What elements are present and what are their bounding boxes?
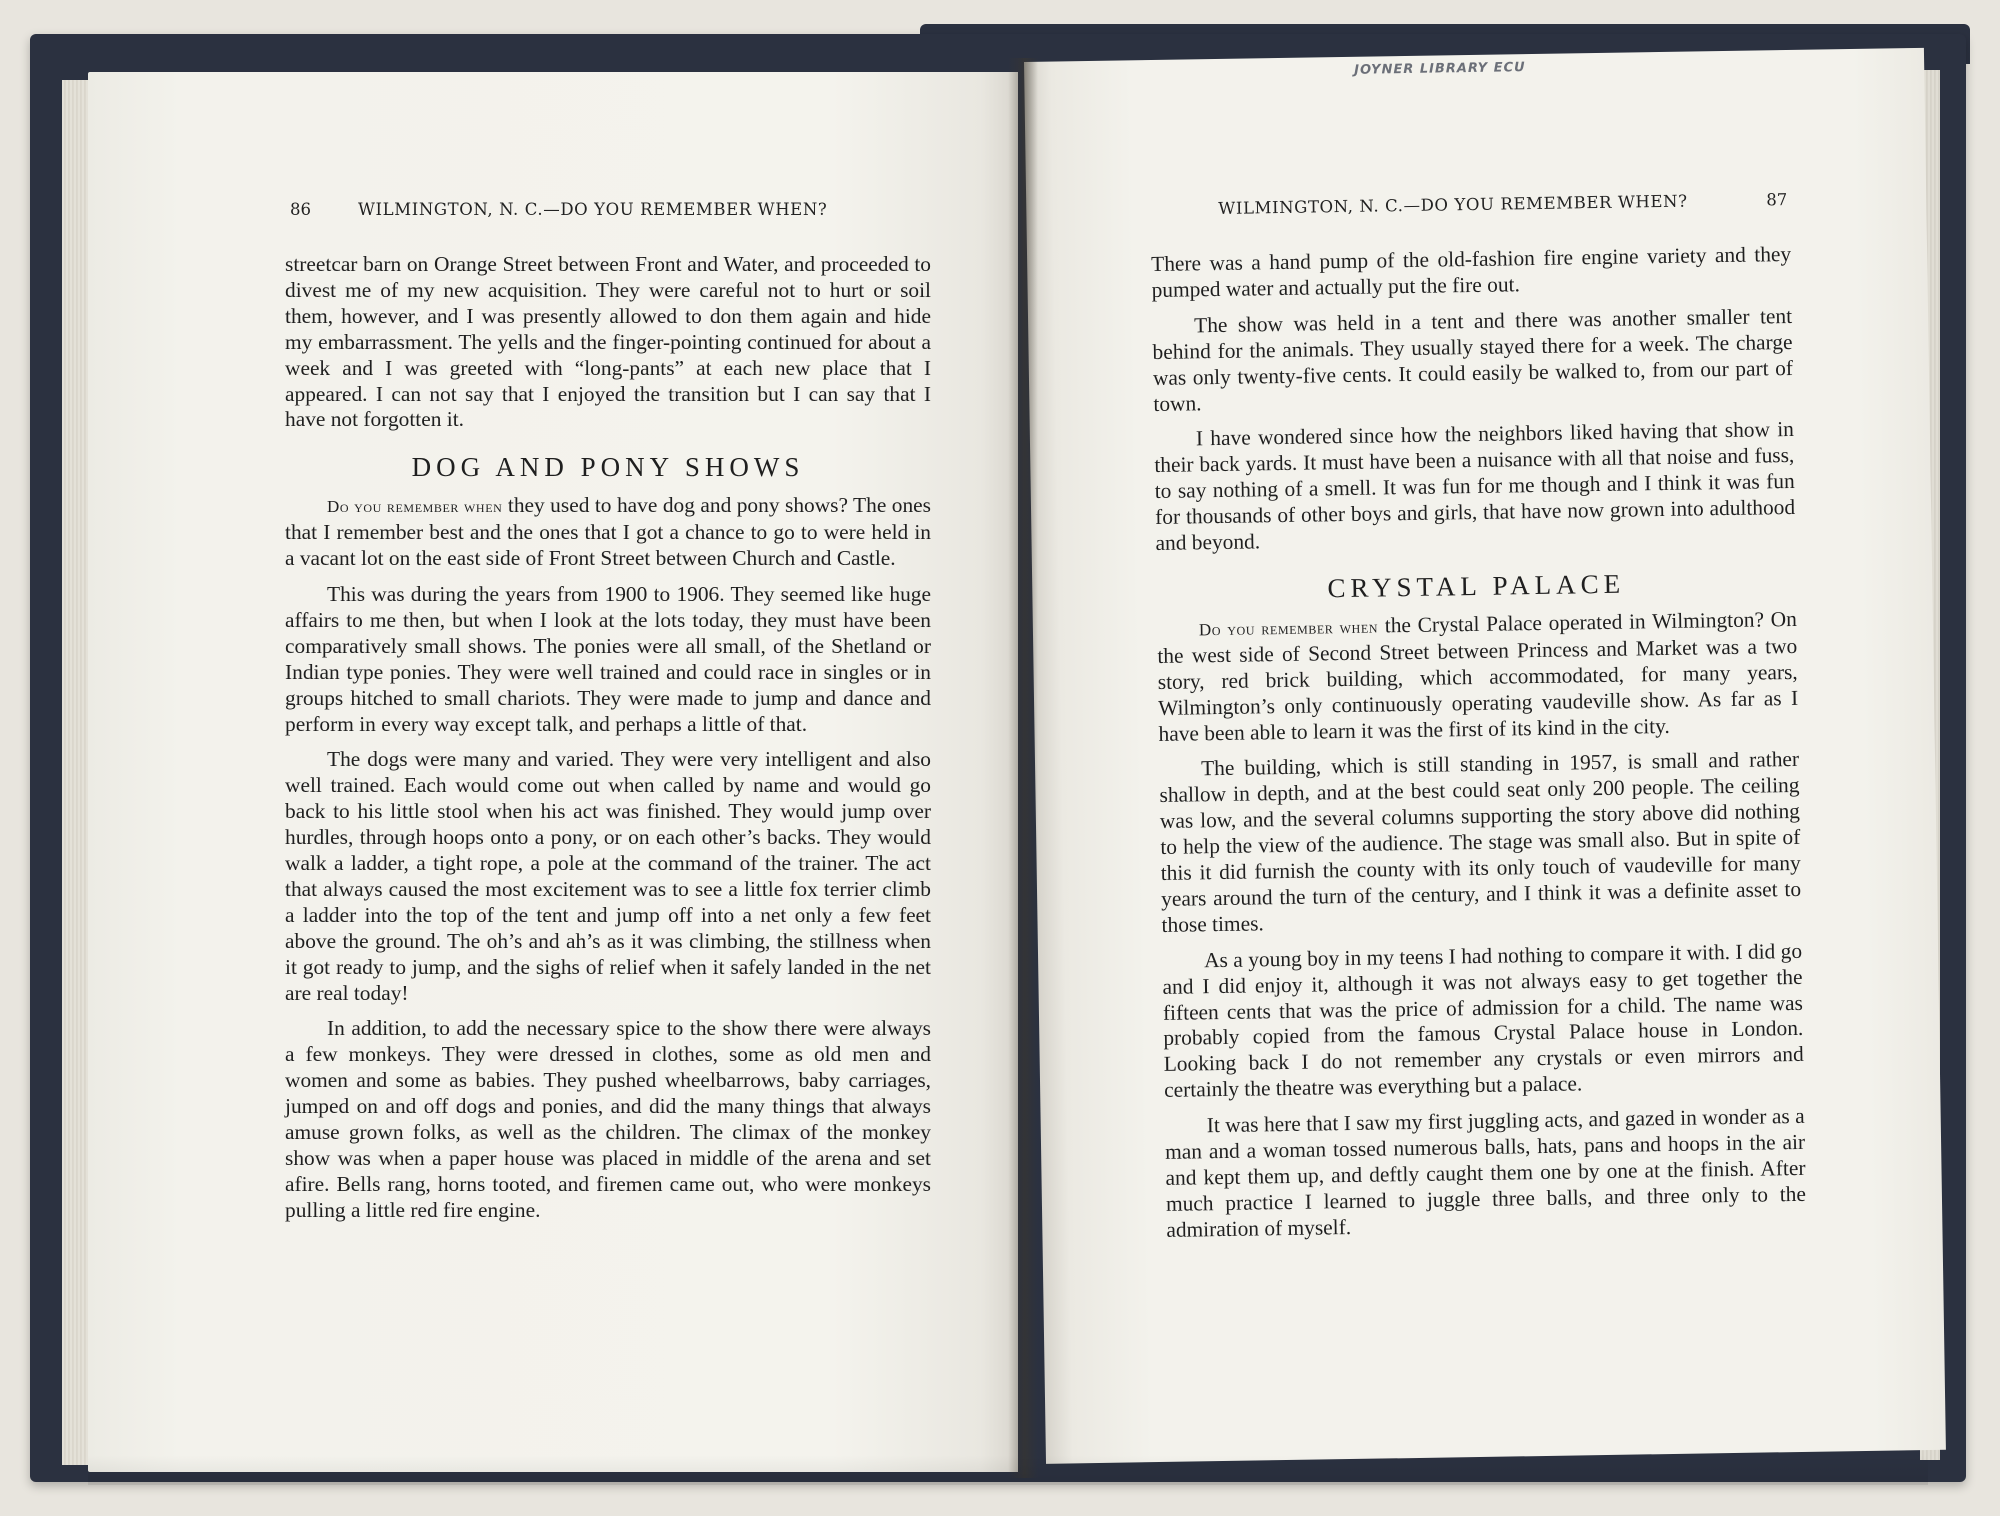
running-head: WILMINGTON, N. C.—DO YOU REMEMBER WHEN?: [1218, 191, 1688, 218]
paragraph: streetcar barn on Orange Street between Front and Water, and proceeded to divest me of my new acquisition. They were careful not to hurt or soil them, however, and I was presently allowed to don them again and hide my embarrassment. The yells and the finger-pointing continued for about a week and I was greeted with “long-pants” at each new place that I appeared. I can not say that I enjoyed the transition but I can say that I have not forgotten it.: [285, 252, 931, 432]
page-number: 87: [1766, 190, 1788, 210]
paragraph: There was a hand pump of the old-fashion fire engine variety and they pumped water and actually put the fire out.: [1151, 241, 1792, 302]
paragraph: [285, 493, 931, 572]
right-page: [1024, 48, 1946, 1464]
paragraph: The dogs were many and varied. They were very intelligent and also well trained. Each would come out when called by name and would go back to his little stool when his act was finished. They would jump over hurdles, through hoops onto a pony, or on each other’s backs. They would walk a ladder, a tight rope, a pole at the command of the trainer. The act that always caused the most excitement was to see a little fox terrier climb a ladder into the top of the tent and jump off into a net only a few feet above the ground. The oh’s and ah’s as it was climbing, the stillness when it got ready to jump, and the sighs of relief when it safely landed in the net are real today!: [285, 747, 931, 1005]
small-caps-lead: Do you remember when: [327, 497, 503, 517]
book-gutter: [1008, 58, 1038, 1478]
library-stamp: JOYNER LIBRARY ECU: [1354, 60, 1526, 78]
page-number: 86: [290, 200, 311, 219]
paragraph: I have wondered since how the neighbors liked having that show in their back yards. It must have been a nuisance with all that noise and fuss, to say nothing of a smell. It was fun for me though and I think it was fun for thousands of other boys and girls, that have now grown into adulthood and beyond.: [1154, 417, 1796, 556]
paragraph: This was during the years from 1900 to 1906. They seemed like huge affairs to me then, but when I look at the lots today, they must have been comparatively small shows. The ponies were all small, of the Shetland or Indian type ponies. They were well trained and could race in singles or in groups hitched to small chariots. They were made to jump and dance and perform in every way except talk, and perhaps a little of that.: [285, 581, 931, 736]
paragraph-text: the Crystal Palace operated in Wilmington? On the west side of Second Street between Princess and Market was a two story, red brick building, which accommodated, for many years, Wilmington’s only continuously operating vaudeville show. As far as I have been able to learn it was the first of its kind in the city.: [1157, 606, 1799, 746]
right-text-column: [1151, 242, 1807, 1254]
paragraph: In addition, to add the necessary spice to the show there were always a few monkeys. They were dressed in clothes, some as old men and women and some as babies. They pushed wheelbarrows, baby carriages, jumped on and off dogs and ponies, and did the many things that always amuse grown folks, as well as the children. The climax of the monkey show was when a paper house was placed in middle of the arena and set afire. Bells rang, horns tooted, and firemen came out, who were monkeys pulling a little red fire engine.: [285, 1016, 931, 1222]
page-shadow: [88, 1455, 1928, 1485]
section-heading: CRYSTAL PALACE: [1327, 568, 1626, 604]
paragraph-text: they used to have dog and pony shows? The ones that I remember best and the ones that I got a chance to go to were held in a vacant lot on the east side of Front Street between Church and Castle.: [285, 493, 931, 571]
section-heading: DOG AND PONY SHOWS: [411, 452, 805, 483]
paragraph: As a young boy in my teens I had nothing to compare it with. I did go and I did enjoy it, although it was not always easy to get together the fifteen cents that was the price of admission for a child. The name was probably copied from the famous Crystal Palace house in London. Looking back I do not remember any crystals or even mirrors and certainly the theatre was everything but a palace.: [1162, 938, 1804, 1103]
paragraph: It was here that I saw my first juggling acts, and gazed in wonder as a man and a woman tossed numerous balls, hats, pans and hoops in the air and kept them up, and deftly caught them one by one at the finish. After much practice I learned to juggle three balls, and three only to the admiration of myself.: [1164, 1104, 1807, 1242]
running-head: WILMINGTON, N. C.—DO YOU REMEMBER WHEN?: [358, 200, 828, 219]
paragraph: The show was held in a tent and there was another smaller tent behind for the animals. They usually stayed there for a week. The charge was only twenty-five cents. It could easily be walked to, from our part of town.: [1152, 303, 1794, 416]
small-caps-lead: Do you remember when: [1198, 617, 1379, 640]
paragraph: [1157, 607, 1799, 748]
left-page: [88, 72, 1018, 1472]
left-text-column: [285, 252, 931, 1234]
paragraph: The building, which is still standing in 1957, is small and rather shallow in depth, and at the best could seat only 200 people. The ceiling was low, and the several columns supporting the story above did nothing to help the view of the audience. The stage was small also. But in spite of this it did furnish the county with its only touch of vaudeville for many years around the turn of the century, and I think it was a definite asset to those times.: [1159, 747, 1802, 937]
